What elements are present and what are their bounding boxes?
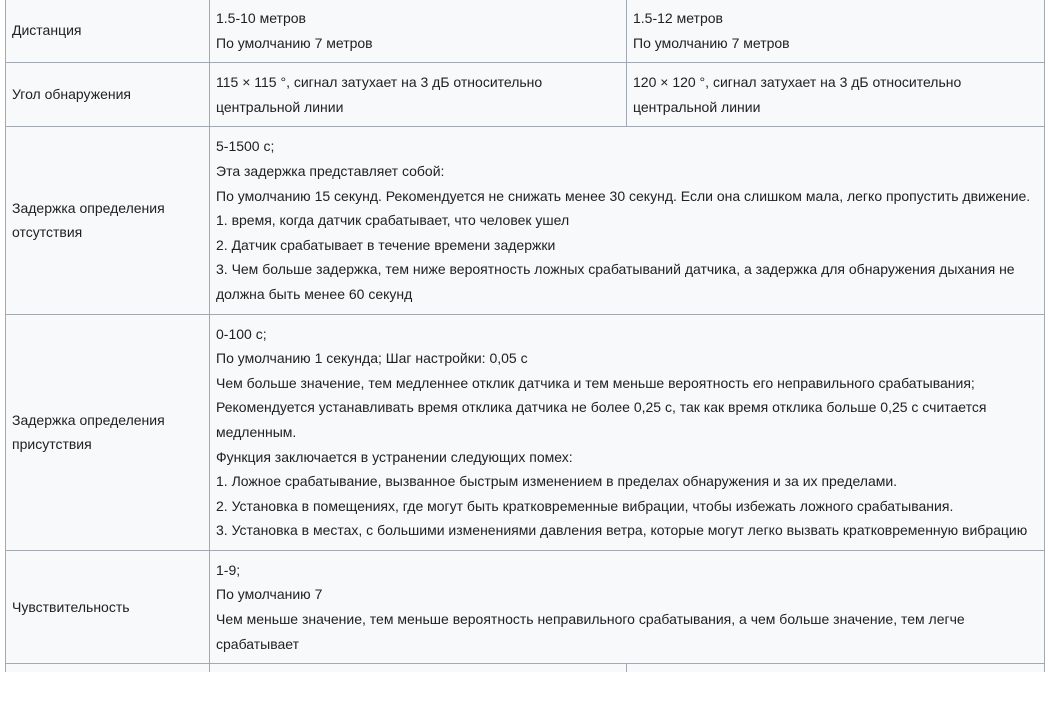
row-label-presence-delay: Задержка определения присутствия [6,314,210,550]
cell-line: По умолчанию 1 секунда; Шаг настройки: 0,05 с [216,350,528,367]
cell-line: Функция заключается в устранении следующих помех: [216,448,573,465]
cell-distance-model-2 [627,0,1045,63]
partial-cell [6,664,210,673]
table-row [6,550,1045,663]
cell-angle-model-2 [627,63,1045,127]
row-label-sensitivity: Чувствительность [6,550,210,663]
cell-line: 0-100 с; [216,325,267,342]
partial-cell [627,664,1045,673]
table-row [6,0,1045,63]
cell-line: Рекомендуется устанавливать время отклика датчика не более 0,25 с, так как время отклика больше 0,25 с считается медленным. [216,399,987,440]
cell-line: По умолчанию 7 метров [633,34,790,51]
cell-line: 115 × 115 °, сигнал затухает на 3 дБ относительно центральной линии [216,74,543,115]
cell-presence-delay [210,314,1045,550]
cell-line: Чем больше значение, тем медленнее отклик датчика и тем меньше вероятность его неправильного срабатывания; [216,374,975,391]
row-label-detection-angle: Угол обнаружения [6,63,210,127]
cell-line: Чем меньше значение, тем меньше вероятность неправильного срабатывания, а чем больше значение, тем легче срабатывает [216,611,965,652]
cell-line: 120 × 120 °, сигнал затухает на 3 дБ относительно центральной линии [633,74,962,115]
cell-line: По умолчанию 15 секунд. Рекомендуется не снижать менее 30 секунд. Если она слишком мала, легко пропустить движение. [216,187,1031,204]
cell-line: 1.5-10 метров [216,10,306,26]
cell-distance-model-1 [210,0,627,63]
table-row [6,314,1045,550]
row-label-absence-delay: Задержка определения отсутствия [6,127,210,314]
partial-cell [210,664,627,673]
cell-angle-model-1 [210,63,627,127]
spec-table [5,0,1045,672]
cell-line: 5-1500 с; [216,138,275,155]
cell-line: По умолчанию 7 метров [216,34,373,51]
cell-line: 2. Датчик срабатывает в течение времени задержки [216,236,556,253]
cell-line: 2. Установка в помещениях, где могут быть кратковременные вибрации, чтобы избежать ложного срабатывания. [216,497,954,514]
cell-line: По умолчанию 7 [216,586,323,603]
cell-line: 1-9; [216,561,241,578]
table-row-partial [6,664,1045,673]
row-label-distance: Дистанция [6,0,210,63]
cell-line: 3. Установка в местах, с большими изменениями давления ветра, которые могут легко вызвать кратковременную вибрацию [216,522,1028,539]
cell-line: 1. Ложное срабатывание, вызванное быстрым изменением в пределах обнаружения и за их пределами. [216,473,898,490]
cell-line: 1.5-12 метров [633,10,723,26]
cell-line: 3. Чем больше задержка, тем ниже вероятность ложных срабатываний датчика, а задержка для обнаружения дыхания не должна быть менее 60 секунд [216,261,1015,302]
table-row [6,127,1045,314]
cell-line: Эта задержка представляет собой: [216,162,445,179]
table-row [6,63,1045,127]
cell-sensitivity [210,550,1045,663]
cell-line: 1. время, когда датчик срабатывает, что человек ушел [216,212,570,229]
cell-absence-delay [210,127,1045,314]
